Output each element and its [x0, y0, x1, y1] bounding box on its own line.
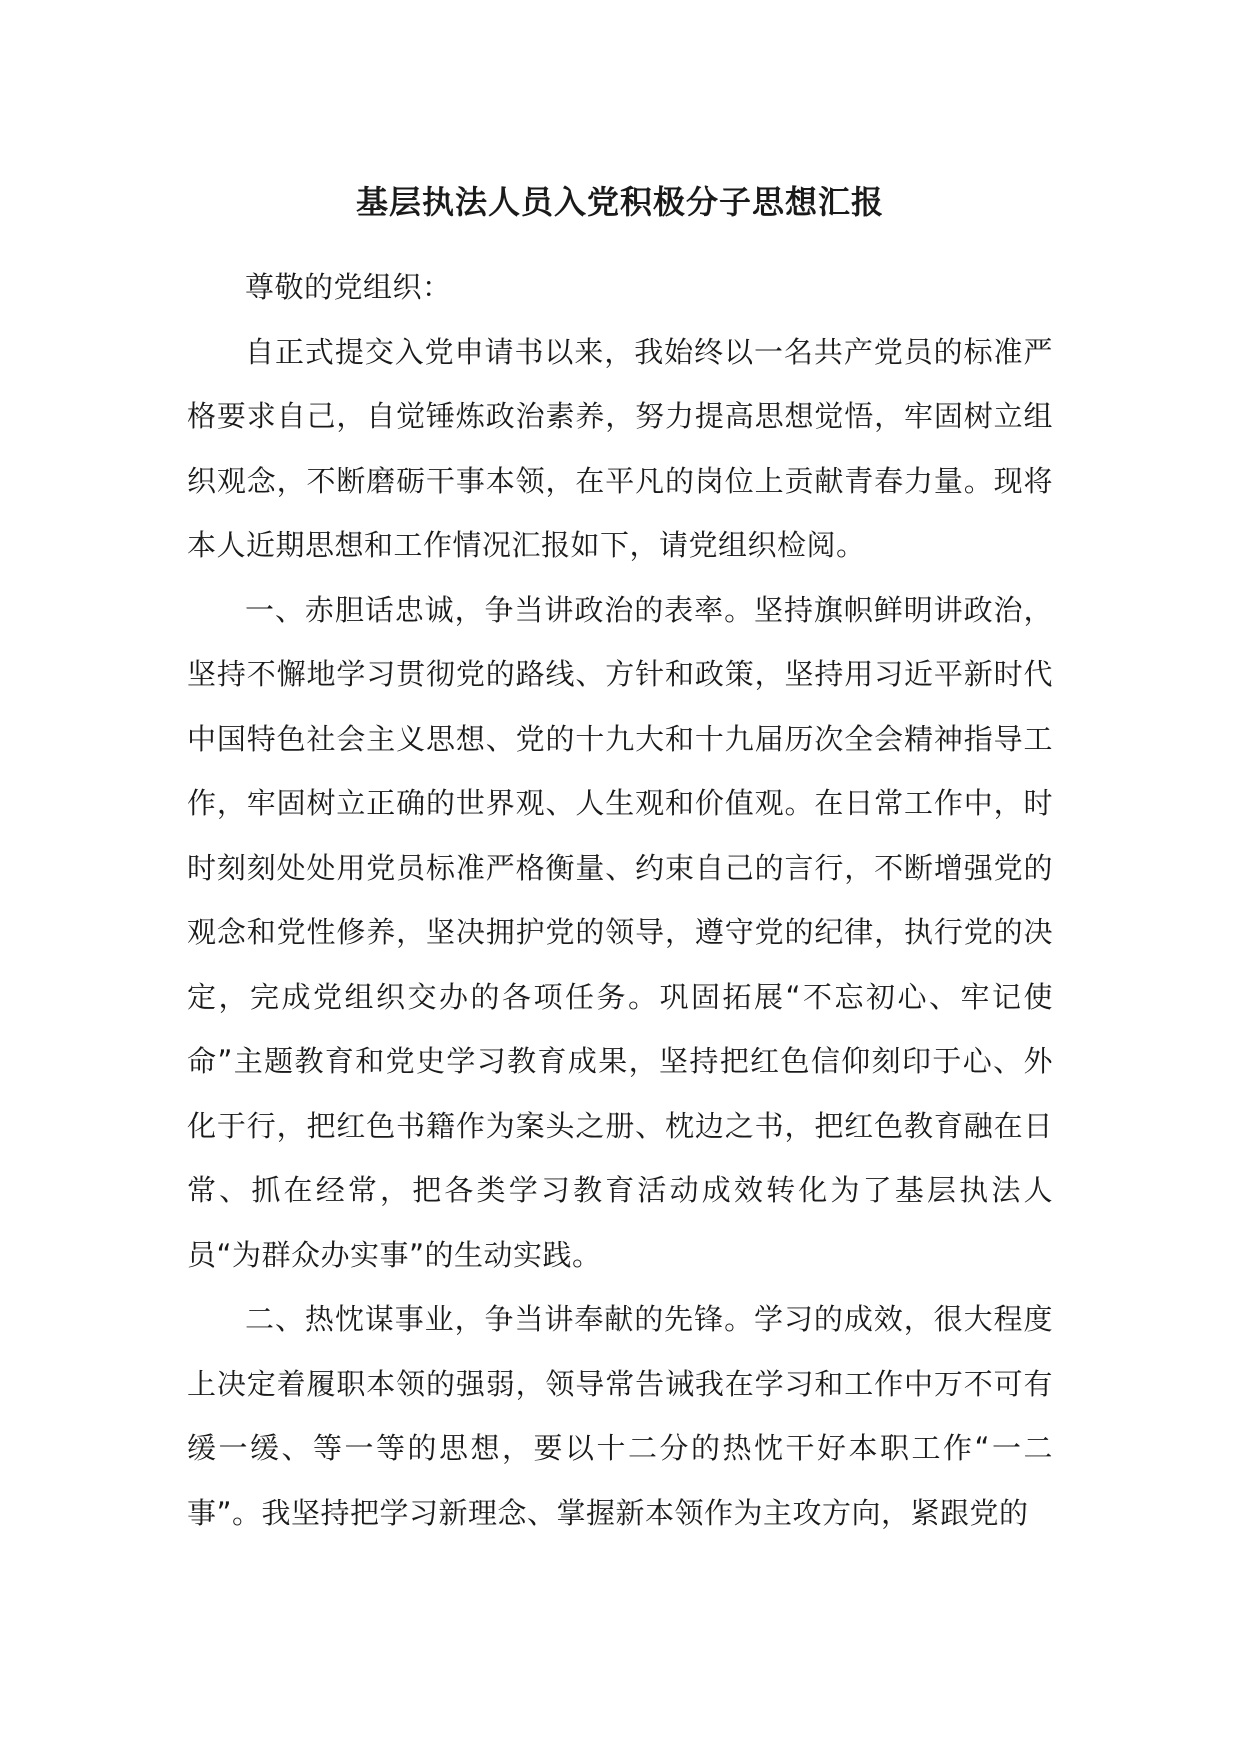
salutation: 尊敬的党组织：	[245, 270, 452, 304]
document-title: 基层执法人员入党积极分子思想汇报	[355, 183, 884, 221]
paragraph-section-one: 一、赤胆话忠诚，争当讲政治的表率。坚持旗帜鲜明讲政治，坚持不懈地学习贯彻党的路线、方针和政策，坚持用习近平新时代中国特色社会主义思想、党的十九大和十九届历次全会精神指导工作，牢固树立正确的世界观、人生观和价值观。在日常工作中，时时刻刻处处用党员标准严格衡量、约束自己的言行，不断增强党的观念和党性修养，坚决拥护党的领导，遵守党的纪律，执行党的决定，完成党组织交办的各项任务。巩固拓展“不忘初心、牢记使命”主题教育和党史学习教育成果，坚持把红色信仰刻印于心、外化于行，把红色书籍作为案头之册、枕边之书，把红色教育融在日常、抓在经常，把各类学习教育活动成效转化为了基层执法人员“为群众办实事”的生动实践。	[187, 592, 1053, 1272]
paragraph-section-two: 二、热忱谋事业，争当讲奉献的先锋。学习的成效，很大程度上决定着履职本领的强弱，领导常告诫我在学习和工作中万不可有缓一缓、等一等的思想，要以十二分的热忱干好本职工作“一二事”。我坚持把学习新理念、掌握新本领作为主攻方向，紧跟党的	[187, 1302, 1053, 1530]
paragraph-intro: 自正式提交入党申请书以来，我始终以一名共产党员的标准严格要求自己，自觉锤炼政治素养，努力提高思想觉悟，牢固树立组织观念，不断磨砺干事本领，在平凡的岗位上贡献青春力量。现将本人近期思想和工作情况汇报如下，请党组织检阅。	[187, 334, 1053, 562]
document-body	[187, 255, 1053, 1545]
